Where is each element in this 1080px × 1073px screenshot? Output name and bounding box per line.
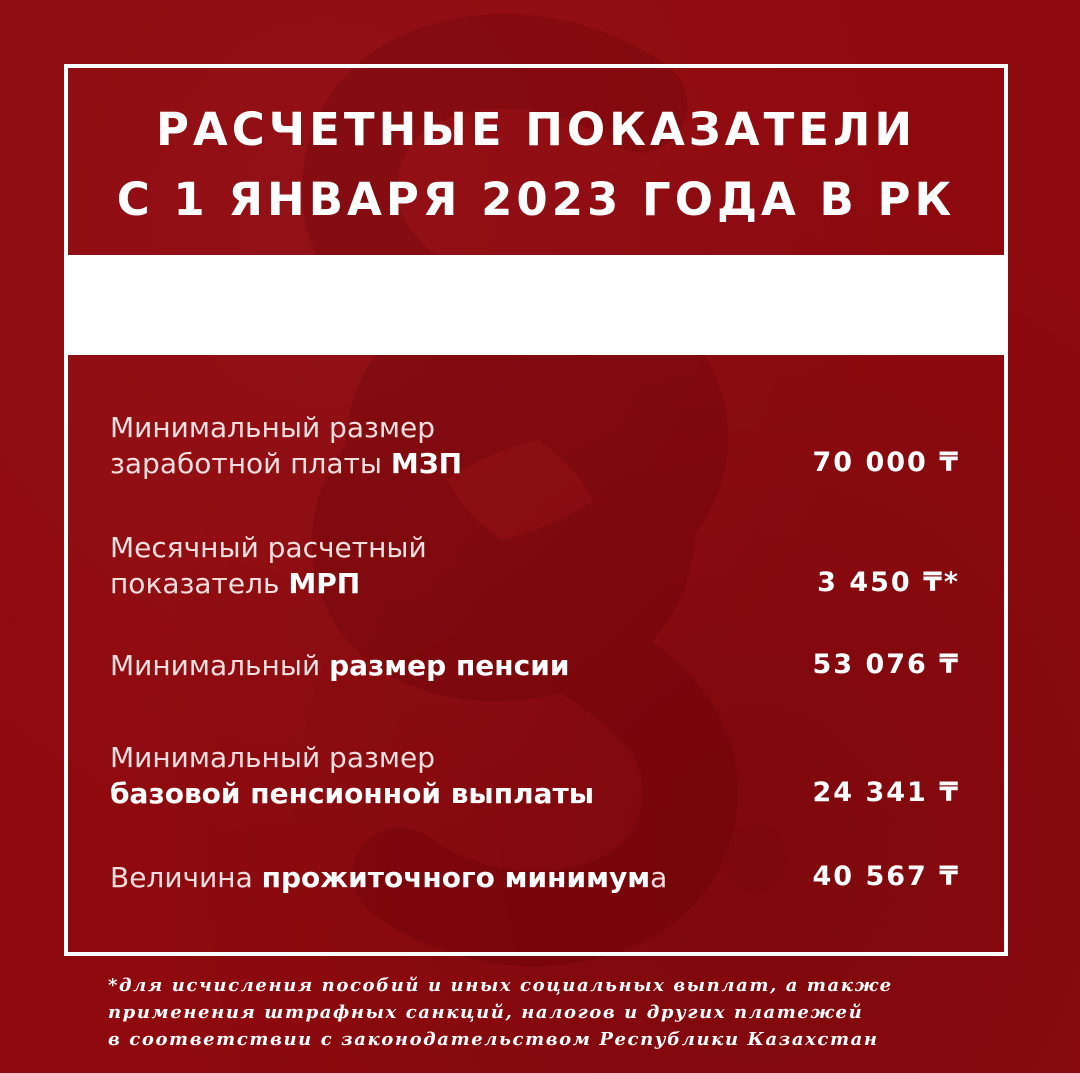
indicator-label: Минимальный размер заработной платы МЗП	[110, 411, 463, 480]
indicator-value: 40 567 ₸	[812, 861, 960, 892]
indicator-label: Минимальный размер базовой пенсионной выплаты	[110, 741, 595, 810]
indicator-value: 53 076 ₸	[812, 649, 960, 680]
page-title	[68, 95, 1004, 235]
indicator-row-mzp	[110, 410, 960, 482]
title-line-2: С 1 ЯНВАРЯ 2023 ГОДА В РК	[116, 173, 956, 226]
indicator-value: 24 341 ₸	[812, 777, 960, 808]
white-divider-band	[64, 255, 1008, 355]
indicator-row-pension	[110, 648, 960, 684]
indicator-value: 3 450 ₸*	[817, 567, 960, 598]
indicator-label: Минимальный размер пенсии	[110, 649, 570, 682]
footnote: *для исчисления пособий и иных социальных выплат, а также применения штрафных санкций, налогов и других платежей в соответствии с законодательством Республики Казахстан	[108, 975, 893, 1050]
indicator-label: Месячный расчетный показатель МРП	[110, 531, 427, 600]
indicator-label: Величина прожиточного минимума	[110, 861, 668, 894]
indicator-value: 70 000 ₸	[812, 447, 960, 478]
title-line-1: РАСЧЕТНЫЕ ПОКАЗАТЕЛИ	[155, 103, 917, 156]
indicator-row-base-pension	[110, 740, 960, 812]
indicator-row-subsistence	[110, 860, 960, 896]
indicator-row-mrp	[110, 530, 960, 602]
